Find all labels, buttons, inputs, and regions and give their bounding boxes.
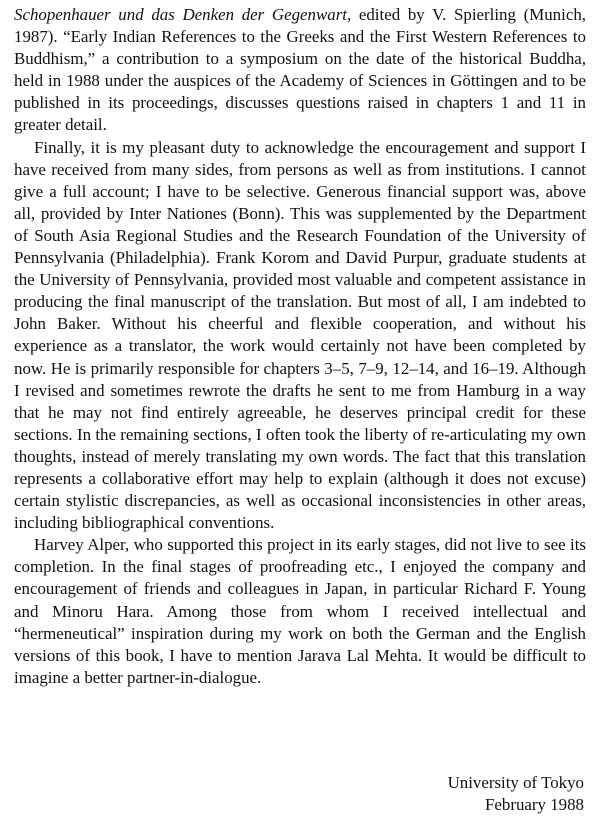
book-title: Schopenhauer und das Denken der Gegenwart (14, 5, 347, 24)
document-page (14, 4, 586, 689)
paragraph-continuation (14, 4, 586, 137)
signature-block (448, 772, 584, 816)
paragraph-continuation-text: , edited by V. Spierling (Munich, 1987). “Early Indian References to the Greeks and the First Western References to Buddhism,” a contribution to a symposium on the date of the historical Buddha, held in 1988 under the auspices of the Academy of Sciences in Göttingen and to be published in its proceedings, discusses questions raised in chapters 1 and 11 in greater detail. (14, 5, 586, 135)
signature-place: University of Tokyo (447, 773, 584, 792)
signature-date: February 1988 (485, 795, 584, 815)
paragraph-acknowledgements: Finally, it is my pleasant duty to acknowledge the encouragement and support I have received from many sides, from persons as well as from institutions. I cannot give a full account; I have to be selective. Generous financial support was, above all, provided by Inter Nationes (Bonn). This was supplemented by the Department of South Asia Regional Studies and the Research Foundation of the University of Pennsylvania (Philadelphia). Frank Korom and David Purpur, graduate students at the University of Pennsylvania, provided most valuable and competent assistance in producing the final manuscript of the translation. But most of all, I am indebted to John Baker. Without his cheerful and flexible cooperation, and without his experience as a translator, the work would certainly not have been completed by now. He is primarily responsible for chapters 3–5, 7–9, 12–14, and 16–19. Although I revised and sometimes rewrote the drafts he sent to me from Hamburg in a way that he may not find entirely agreeable, he deserves principal credit for these sections. In the remaining sections, I often took the liberty of re-articulating my own thoughts, instead of merely translating my own words. The fact that this translation represents a collaborative effort may help to explain (although it does not excuse) certain stylistic discrepancies, as well as occasional inconsistencies in other areas, including bibliographical conventions. (14, 137, 586, 533)
paragraph-closing: Harvey Alper, who supported this project in its early stages, did not live to see its completion. In the final stages of proofreading etc., I enjoyed the company and encouragement of friends and colleagues in Japan, in particular Richard F. Young and Minoru Hara. Among those from whom I received intellectual and “hermeneutical” inspiration during my work on both the German and the English versions of this book, I have to mention Jarava Lal Mehta. It would be difficult to imagine a better partner-in-dialogue. (14, 535, 586, 687)
